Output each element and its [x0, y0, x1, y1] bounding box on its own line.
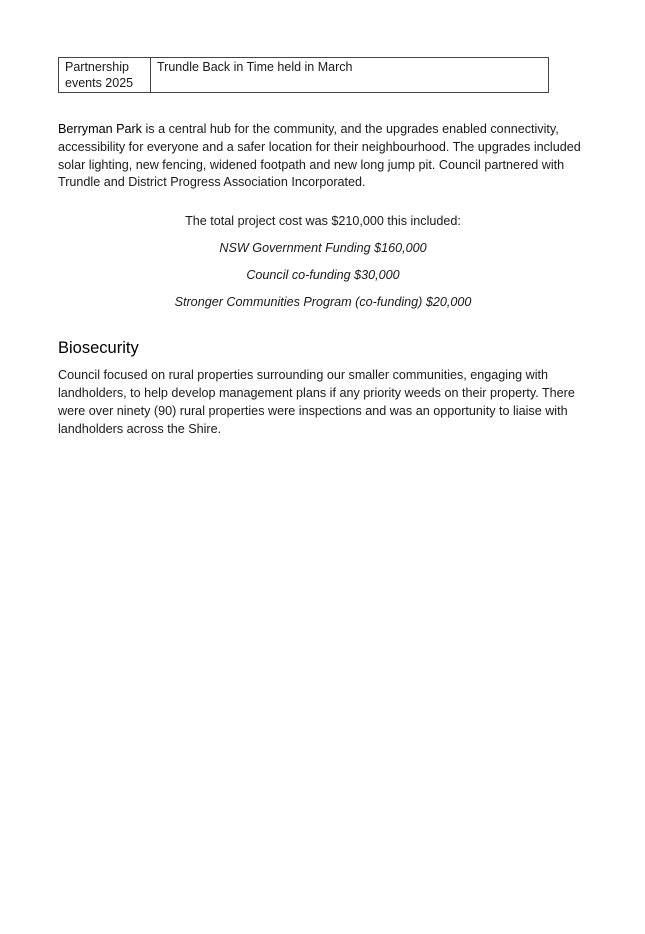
cost-item: Stronger Communities Program (co-funding) $20,000: [174, 295, 472, 310]
berryman-park-paragraph: [58, 121, 598, 192]
cost-item: Council co-funding $30,000: [246, 268, 400, 283]
cost-intro: The total project cost was $210,000 this included:: [185, 214, 461, 229]
biosecurity-heading: Biosecurity: [58, 339, 139, 358]
berryman-park-text: is a central hub for the community, and the upgrades enabled connectivity, accessibility for everyone and a safer location for their neighbourhood. The upgrades included solar lighting, new fencing, widened footpath and new long jump pit. Council partnered with Trundle and District Progress Association Incorporated.: [58, 122, 581, 190]
table-label-cell: Partnership events 2025: [59, 58, 151, 93]
biosecurity-paragraph: Council focused on rural properties surrounding our smaller communities, engaging with landholders, to help develop management plans if any priority weeds on their property. There were over ninety (90) rural properties were inspections and was an opportunity to liaise with landholders across the Shire.: [58, 368, 575, 436]
table-value-cell: Trundle Back in Time held in March: [151, 58, 549, 93]
partnership-table: [58, 57, 549, 93]
berryman-park-lead: Berryman Park: [58, 122, 142, 136]
document-page: [58, 57, 598, 438]
project-cost-block: [58, 211, 588, 319]
table-row: [59, 58, 549, 93]
cost-item: NSW Government Funding $160,000: [219, 241, 427, 256]
